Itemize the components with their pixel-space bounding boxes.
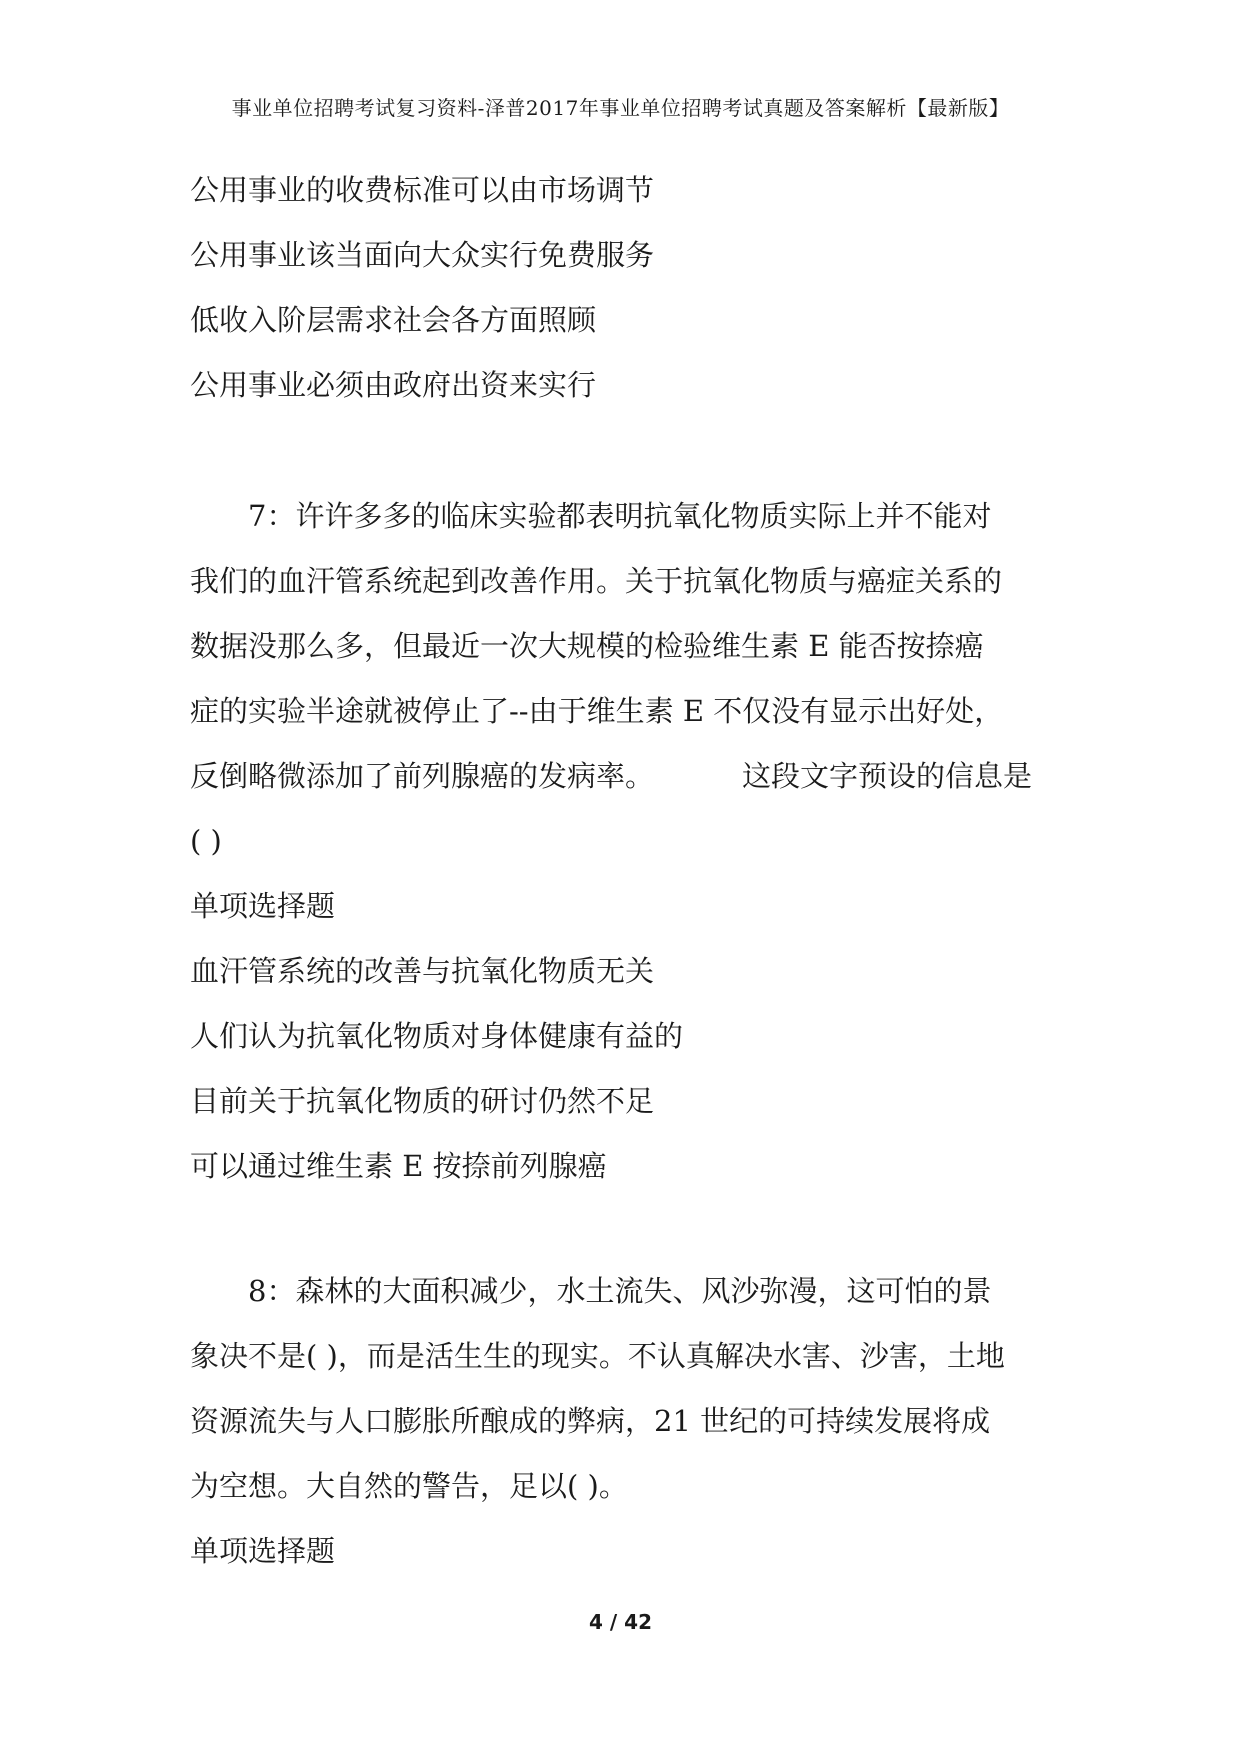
q7-stem-line-5a: 反倒略微添加了前列腺癌的发病率。 [190,759,655,793]
q7-question-type: 单项选择题 [190,889,336,923]
page-number: 4 / 42 [589,1610,652,1634]
q7-stem-line-5b: 这段文字预设的信息是 [742,759,1033,793]
page-header: 事业单位招聘考试复习资料-泽普2017年事业单位招聘考试真题及答案解析【最新版】 [231,96,1010,120]
q6-option-d: 公用事业必须由政府出资来实行 [190,368,597,402]
q7-option-a: 血汗管系统的改善与抗氧化物质无关 [190,954,655,988]
q7-stem-line-2: 我们的血汗管系统起到改善作用。关于抗氧化物质与癌症关系的 [190,564,1003,598]
q7-stem-line-4: 症的实验半途就被停止了--由于维生素 E 不仅没有显示出好处， [190,694,1004,728]
q8-stem-line-1: 8：森林的大面积减少，水土流失、风沙弥漫，这可怕的景 [248,1274,992,1308]
q7-stem-line-3: 数据没那么多，但最近一次大规模的检验维生素 E 能否按捺癌 [190,629,984,663]
q6-option-a: 公用事业的收费标准可以由市场调节 [190,173,655,207]
q8-question-type: 单项选择题 [190,1534,336,1568]
q6-option-c: 低收入阶层需求社会各方面照顾 [190,303,597,337]
q7-option-c: 目前关于抗氧化物质的研讨仍然不足 [190,1084,655,1118]
document-body [190,158,1070,1584]
q8-stem-line-2: 象决不是( )，而是活生生的现实。不认真解决水害、沙害，土地 [190,1339,1005,1373]
q7-stem-line-5 [190,744,1070,809]
q7-stem-line-6: ( ) [190,824,222,858]
q8-stem-line-3: 资源流失与人口膨胀所酿成的弊病，21 世纪的可持续发展将成 [190,1404,991,1438]
q7-stem-line-1: 7：许许多多的临床实验都表明抗氧化物质实际上并不能对 [248,499,992,533]
question-8 [190,1259,1070,1584]
q7-option-b: 人们认为抗氧化物质对身体健康有益的 [190,1019,684,1053]
q7-option-d: 可以通过维生素 E 按捺前列腺癌 [190,1149,607,1183]
q6-options [190,158,1070,418]
question-7 [190,484,1070,1199]
q8-stem-line-4: 为空想。大自然的警告，足以( )。 [190,1469,628,1503]
q6-option-b: 公用事业该当面向大众实行免费服务 [190,238,655,272]
